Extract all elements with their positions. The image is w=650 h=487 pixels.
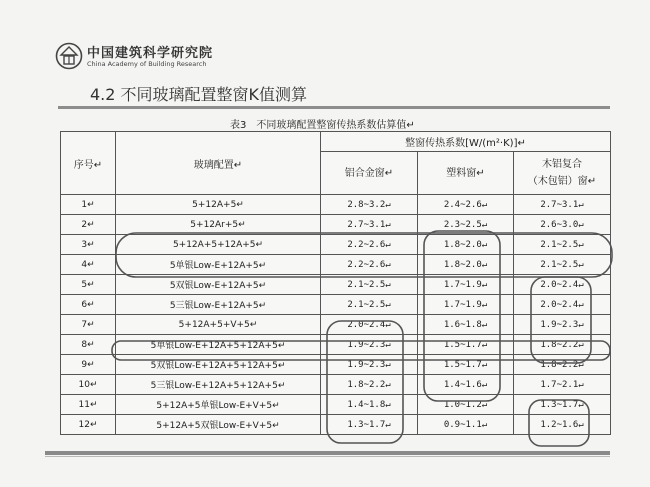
plastic-k-cell: 1.7~1.9↵ xyxy=(418,295,514,315)
header-seq: 序号↵ xyxy=(61,132,116,195)
aluminum-k-cell: 2.1~2.5↵ xyxy=(321,295,418,315)
wood-k-cell: 1.7~2.1↵ xyxy=(514,375,611,395)
footer-line xyxy=(45,456,610,457)
wood-k-cell: 2.0~2.4↵ xyxy=(514,275,611,295)
table-row xyxy=(61,215,611,235)
cabr-logo-icon xyxy=(55,42,83,70)
aluminum-k-cell: 2.1~2.5↵ xyxy=(321,275,418,295)
header-aluminum: 铝合金窗↵ xyxy=(321,152,418,195)
table-row xyxy=(61,375,611,395)
table-row xyxy=(61,235,611,255)
row-number-cell: 4↵ xyxy=(61,255,116,275)
row-number-cell: 12↵ xyxy=(61,415,116,435)
glass-config-cell: 5+12A+5单银Low-E+V+5↵ xyxy=(116,395,321,415)
row-number-cell: 7↵ xyxy=(61,315,116,335)
wood-k-cell: 1.9~2.3↵ xyxy=(514,315,611,335)
glass-config-cell: 5三银Low-E+12A+5↵ xyxy=(116,295,321,315)
plastic-k-cell: 2.3~2.5↵ xyxy=(418,215,514,235)
logo-name-en: China Academy of Building Research xyxy=(87,60,207,68)
plastic-k-cell: 1.6~1.8↵ xyxy=(418,315,514,335)
plastic-k-cell: 1.8~2.0↵ xyxy=(418,255,514,275)
header-k-group: 整窗传热系数[W/(m²·K)]↵ xyxy=(321,132,611,152)
table-row xyxy=(61,335,611,355)
wood-k-cell: 2.0~2.4↵ xyxy=(514,295,611,315)
wood-k-cell: 2.7~3.1↵ xyxy=(514,195,611,215)
aluminum-k-cell: 2.2~2.6↵ xyxy=(321,255,418,275)
glass-config-cell: 5单银Low-E+12A+5↵ xyxy=(116,255,321,275)
row-number-cell: 8↵ xyxy=(61,335,116,355)
plastic-k-cell: 0.9~1.1↵ xyxy=(418,415,514,435)
plastic-k-cell: 1.4~1.6↵ xyxy=(418,375,514,395)
table-number: 表3 xyxy=(230,120,247,131)
row-number-cell: 11↵ xyxy=(61,395,116,415)
table-row xyxy=(61,195,611,215)
row-number-cell: 2↵ xyxy=(61,215,116,235)
wood-k-cell: 1.3~1.7↵ xyxy=(514,395,611,415)
table-row xyxy=(61,315,611,335)
plastic-k-cell: 1.0~1.2↵ xyxy=(418,395,514,415)
glass-config-cell: 5双银Low-E+12A+5+12A+5↵ xyxy=(116,355,321,375)
row-number-cell: 5↵ xyxy=(61,275,116,295)
logo-name-cn: 中国建筑科学研究院 xyxy=(87,46,214,61)
table-row xyxy=(61,295,611,315)
table-title: 不同玻璃配置整窗传热系数估算值↵ xyxy=(256,120,415,131)
plastic-k-cell: 1.5~1.7↵ xyxy=(418,355,514,375)
table-row xyxy=(61,395,611,415)
glass-config-cell: 5三银Low-E+12A+5+12A+5↵ xyxy=(116,375,321,395)
aluminum-k-cell: 2.7~3.1↵ xyxy=(321,215,418,235)
table-caption xyxy=(230,116,425,131)
aluminum-k-cell: 1.9~2.3↵ xyxy=(321,355,418,375)
header-plastic: 塑料窗↵ xyxy=(418,152,514,195)
glass-config-cell: 5+12Ar+5↵ xyxy=(116,215,321,235)
glass-config-cell: 5+12A+5+12A+5↵ xyxy=(116,235,321,255)
footer-bar xyxy=(45,451,610,455)
aluminum-k-cell: 1.4~1.8↵ xyxy=(321,395,418,415)
wood-k-cell: 2.6~3.0↵ xyxy=(514,215,611,235)
wood-k-cell: 2.1~2.5↵ xyxy=(514,255,611,275)
table-row xyxy=(61,255,611,275)
header-wood-line1: 木铝复合 xyxy=(542,159,582,170)
aluminum-k-cell: 2.2~2.6↵ xyxy=(321,235,418,255)
glass-config-cell: 5+12A+5双银Low-E+V+5↵ xyxy=(116,415,321,435)
row-number-cell: 9↵ xyxy=(61,355,116,375)
aluminum-k-cell: 2.8~3.2↵ xyxy=(321,195,418,215)
institution-logo xyxy=(55,40,265,72)
glass-config-cell: 5+12A+5↵ xyxy=(116,195,321,215)
aluminum-k-cell: 1.8~2.2↵ xyxy=(321,375,418,395)
header-wood-line2: （木包铝）窗↵ xyxy=(527,176,597,187)
row-number-cell: 1↵ xyxy=(61,195,116,215)
table-body xyxy=(61,195,611,435)
table-row xyxy=(61,275,611,295)
glass-config-cell: 5双银Low-E+12A+5↵ xyxy=(116,275,321,295)
header-glass: 玻璃配置↵ xyxy=(116,132,321,195)
aluminum-k-cell: 1.9~2.3↵ xyxy=(321,335,418,355)
glass-config-cell: 5单银Low-E+12A+5+12A+5↵ xyxy=(116,335,321,355)
row-number-cell: 3↵ xyxy=(61,235,116,255)
table-row xyxy=(61,415,611,435)
heading-underline xyxy=(58,106,610,109)
aluminum-k-cell: 1.3~1.7↵ xyxy=(321,415,418,435)
aluminum-k-cell: 2.0~2.4↵ xyxy=(321,315,418,335)
plastic-k-cell: 1.8~2.0↵ xyxy=(418,235,514,255)
plastic-k-cell: 1.7~1.9↵ xyxy=(418,275,514,295)
glass-config-cell: 5+12A+5+V+5↵ xyxy=(116,315,321,335)
wood-k-cell: 1.8~2.2↵ xyxy=(514,335,611,355)
plastic-k-cell: 1.5~1.7↵ xyxy=(418,335,514,355)
table-row xyxy=(61,355,611,375)
row-number-cell: 6↵ xyxy=(61,295,116,315)
wood-k-cell: 1.2~1.6↵ xyxy=(514,415,611,435)
slide-heading: 4.2 不同玻璃配置整窗K值测算 xyxy=(90,85,308,104)
header-wood-aluminum xyxy=(514,152,611,195)
wood-k-cell: 1.8~2.2↵ xyxy=(514,355,611,375)
plastic-k-cell: 2.4~2.6↵ xyxy=(418,195,514,215)
row-number-cell: 10↵ xyxy=(61,375,116,395)
k-value-table xyxy=(60,131,611,435)
wood-k-cell: 2.1~2.5↵ xyxy=(514,235,611,255)
